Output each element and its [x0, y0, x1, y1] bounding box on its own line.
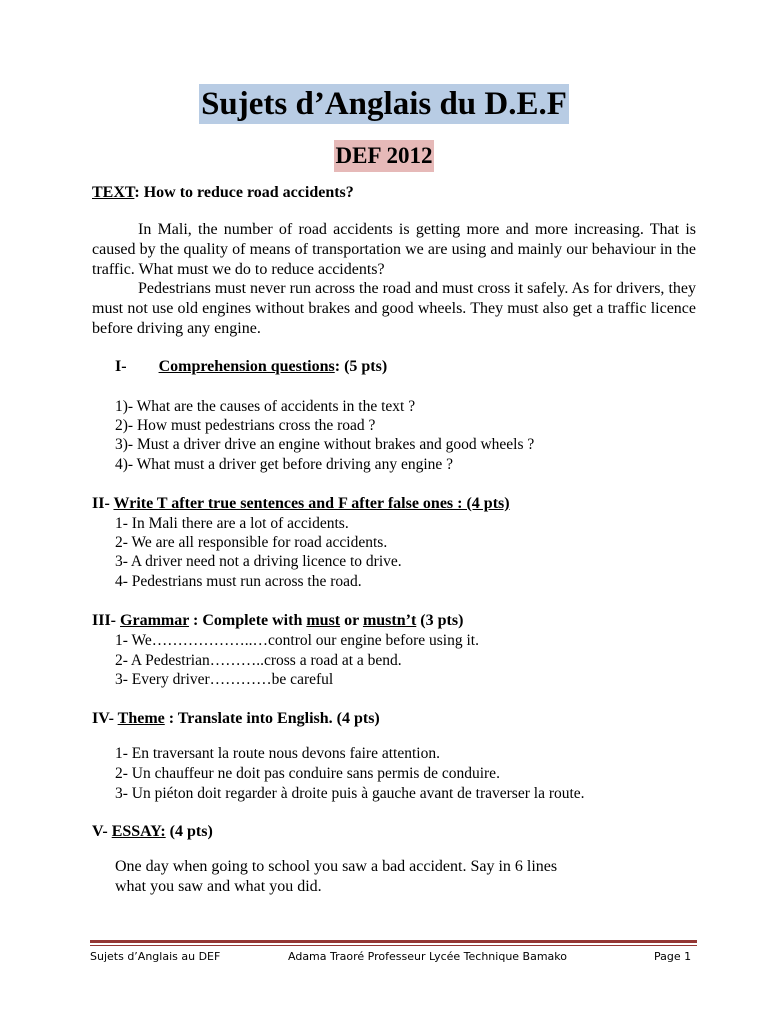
true-false-3: 3- A driver need not a driving licence to drive.	[115, 553, 402, 570]
title-wrap	[0, 84, 768, 124]
subtitle-wrap	[0, 140, 768, 172]
section-3-instruction: : Complete with	[189, 612, 307, 629]
section-1-points: : (5 pts)	[334, 358, 388, 375]
grammar-2: 2- A Pedestrian………..cross a road at a bend.	[115, 652, 402, 669]
section-3-word-must: must	[306, 612, 341, 629]
true-false-4: 4- Pedestrians must run across the road.	[115, 573, 362, 590]
question-3: 3)- Must a driver drive an engine without brakes and good wheels ?	[115, 436, 535, 453]
section-5-number: V-	[92, 823, 112, 840]
section-1-heading	[115, 357, 387, 377]
section-3-number: III-	[92, 612, 121, 629]
question-4: 4)- What must a driver get before driving any engine ?	[115, 456, 454, 473]
document-title: Sujets d’Anglais du D.E.F	[201, 86, 567, 122]
grammar-3: 3- Every driver…………be careful	[115, 671, 334, 688]
true-false-2: 2- We are all responsible for road accidents.	[115, 534, 388, 551]
text-heading-label: TEXT	[92, 184, 135, 201]
section-4-heading	[92, 709, 380, 729]
true-false-1: 1- In Mali there are a lot of accidents.	[115, 515, 349, 532]
section-4-instruction: : Translate into English. (4 pts)	[164, 710, 380, 727]
footer-center: Adama Traoré Professeur Lycée Technique Bamako	[288, 950, 568, 963]
section-2-heading	[92, 494, 510, 514]
footer-rule-thick	[90, 940, 697, 943]
exam-year: DEF 2012	[334, 140, 435, 172]
section-1-title: Comprehension questions	[158, 358, 335, 375]
paragraph-1	[92, 220, 696, 280]
section-2-number: II-	[92, 495, 114, 512]
grammar-1: 1- We………………..…control our engine before using it.	[115, 632, 479, 649]
section-4-title: Theme	[117, 710, 165, 727]
paragraph-2	[92, 279, 696, 339]
section-3-heading	[92, 611, 463, 631]
question-1: 1)- What are the causes of accidents in the text ?	[115, 398, 416, 415]
question-2: 2)- How must pedestrians cross the road ?	[115, 417, 376, 434]
paragraph-2-text: Pedestrians must never run across the road and must cross it safely. As for drivers, they must not use old engines without brakes and good wheels. They must also get a traffic licence before driving any engine.	[92, 280, 696, 337]
section-3-points: (3 pts)	[416, 612, 464, 629]
section-5-points: (4 pts)	[165, 823, 213, 840]
theme-2: 2- Un chauffeur ne doit pas conduire sans permis de conduire.	[115, 765, 500, 782]
essay-line-2: what you saw and what you did.	[115, 878, 322, 895]
section-5-heading	[92, 822, 213, 842]
footer-left: Sujets d’Anglais au DEF	[90, 950, 221, 963]
section-3-title: Grammar	[120, 612, 190, 629]
footer-rule-thin	[90, 945, 697, 946]
section-2-title: Write T after true sentences and F after false ones : (4 pts)	[113, 495, 510, 512]
text-heading-title: : How to reduce road accidents?	[134, 184, 354, 201]
section-1-number: I-	[115, 358, 127, 375]
text-heading	[92, 184, 354, 202]
footer-page-number: Page 1	[654, 950, 692, 963]
theme-3: 3- Un piéton doit regarder à droite puis à gauche avant de traverser la route.	[115, 785, 585, 802]
section-5-title: ESSAY:	[111, 823, 166, 840]
section-3-or: or	[340, 612, 363, 629]
section-4-number: IV-	[92, 710, 118, 727]
theme-1: 1- En traversant la route nous devons faire attention.	[115, 745, 440, 762]
section-3-word-mustnt: mustn’t	[362, 612, 417, 629]
essay-line-1: One day when going to school you saw a bad accident. Say in 6 lines	[115, 858, 558, 875]
paragraph-1-text: In Mali, the number of road accidents is getting more and more increasing. That is caused by the quality of means of transportation we are using and mainly our behaviour in the traffic. What must we do to reduce accidents?	[92, 221, 696, 278]
